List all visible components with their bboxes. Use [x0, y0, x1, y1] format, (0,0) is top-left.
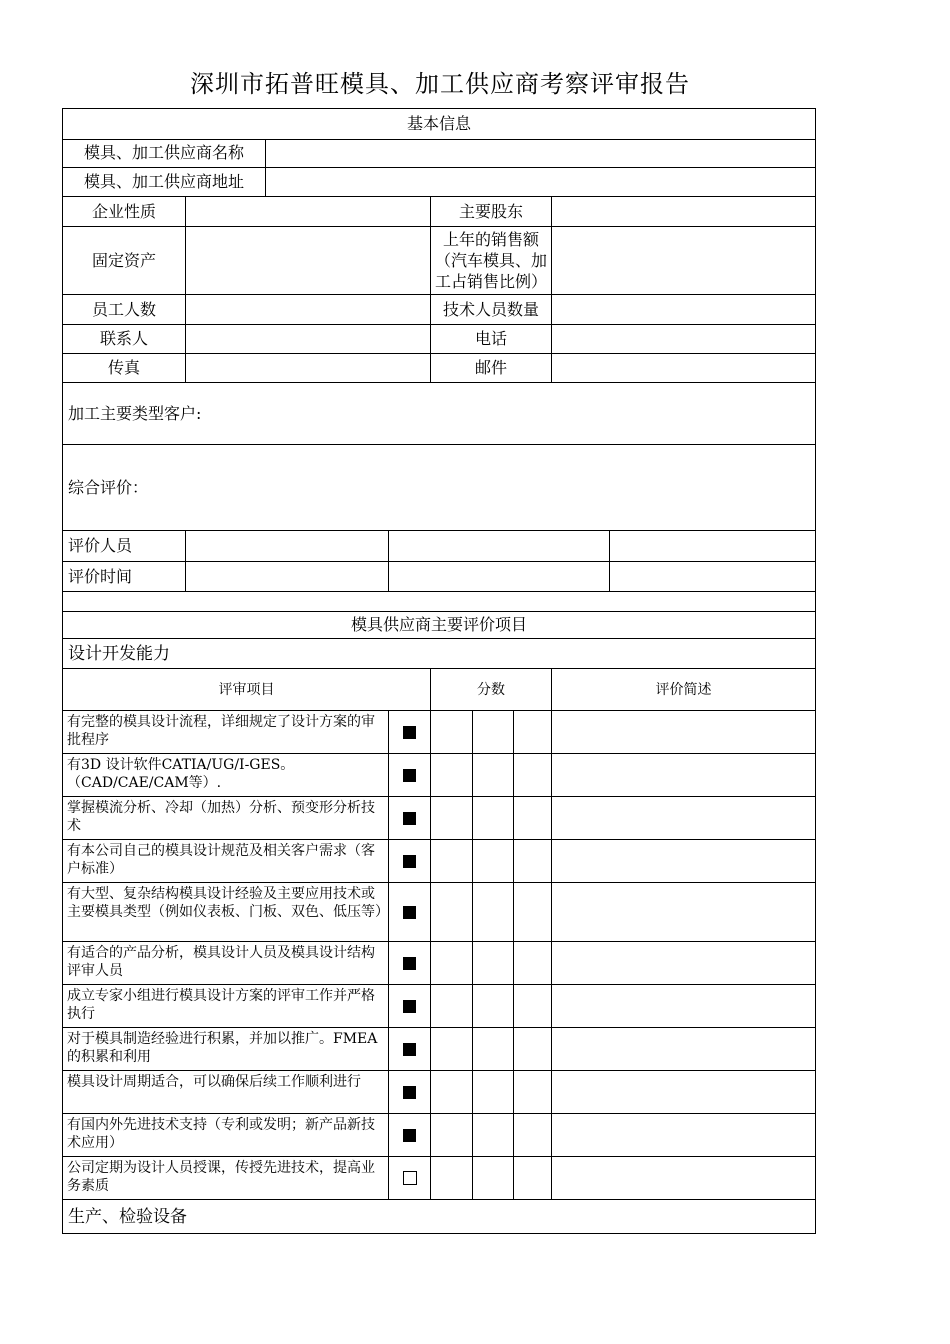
- description-cell[interactable]: [552, 1157, 815, 1199]
- review-item-row: [62, 797, 816, 840]
- score-cell-2[interactable]: [473, 1071, 514, 1113]
- score-cell-2[interactable]: [473, 1114, 514, 1156]
- evaluator-value-3[interactable]: [610, 531, 815, 561]
- checkbox-cell: [389, 840, 431, 882]
- score-cell-2[interactable]: [473, 1028, 514, 1070]
- checkbox-checked[interactable]: [403, 1129, 416, 1142]
- checkbox-unchecked[interactable]: [403, 1171, 417, 1185]
- employees-value[interactable]: [186, 295, 431, 324]
- checkbox-checked[interactable]: [403, 957, 416, 970]
- checkbox-cell: [389, 1028, 431, 1070]
- supplier-address-value[interactable]: [266, 168, 815, 196]
- description-cell[interactable]: [552, 942, 815, 984]
- score-header: 分数: [431, 669, 552, 710]
- review-item-text: 掌握模流分析、冷却（加热）分析、预变形分析技术: [63, 797, 389, 839]
- score-cell-1[interactable]: [431, 1157, 473, 1199]
- last-year-sales-value[interactable]: [552, 227, 815, 294]
- score-cell-1[interactable]: [431, 754, 473, 796]
- review-item-text: 有国内外先进技术支持（专利或发明；新产品新技术应用）: [63, 1114, 389, 1156]
- score-cell-3[interactable]: [514, 883, 552, 941]
- review-item-text: 对于模具制造经验进行积累，并加以推广。FMEA的积累和利用: [63, 1028, 389, 1070]
- tech-staff-label: 技术人员数量: [431, 295, 552, 324]
- review-item-text: 公司定期为设计人员授课，传授先进技术，提高业务素质: [63, 1157, 389, 1199]
- checkbox-checked[interactable]: [403, 1000, 416, 1013]
- phone-value[interactable]: [552, 325, 815, 353]
- contact-label: 联系人: [63, 325, 186, 353]
- description-cell[interactable]: [552, 1028, 815, 1070]
- main-customers-row: [62, 383, 816, 445]
- fixed-assets-value[interactable]: [186, 227, 431, 294]
- checkbox-cell: [389, 797, 431, 839]
- main-customers-label: 加工主要类型客户:: [68, 403, 202, 423]
- score-cell-1[interactable]: [431, 883, 473, 941]
- design-section-label: 设计开发能力: [68, 643, 170, 664]
- checkbox-cell: [389, 1114, 431, 1156]
- design-section-row: [62, 639, 816, 669]
- score-cell-3[interactable]: [514, 1071, 552, 1113]
- score-cell-1[interactable]: [431, 1028, 473, 1070]
- score-cell-1[interactable]: [431, 797, 473, 839]
- evaluator-row: [62, 531, 816, 562]
- evaluator-label: 评价人员: [63, 531, 186, 561]
- overall-eval-row: [62, 445, 816, 531]
- review-item-text: 有3D 设计软件CATIA/UG/I-GES。（CAD/CAE/CAM等）.: [63, 754, 389, 796]
- score-cell-3[interactable]: [514, 711, 552, 753]
- evaluator-value-2[interactable]: [389, 531, 610, 561]
- review-item-row: [62, 1157, 816, 1200]
- supplier-name-label: 模具、加工供应商名称: [63, 139, 266, 167]
- description-cell[interactable]: [552, 840, 815, 882]
- checkbox-checked[interactable]: [403, 1043, 416, 1056]
- score-cell-3[interactable]: [514, 1157, 552, 1199]
- score-cell-3[interactable]: [514, 1114, 552, 1156]
- tech-staff-value[interactable]: [552, 295, 815, 324]
- review-item-text: 有本公司自己的模具设计规范及相关客户需求（客户标准）: [63, 840, 389, 882]
- score-cell-1[interactable]: [431, 1114, 473, 1156]
- main-shareholder-value[interactable]: [552, 197, 815, 226]
- description-cell[interactable]: [552, 985, 815, 1027]
- overall-eval-label: 综合评价：: [68, 477, 149, 497]
- basic-info-header: 基本信息: [406, 114, 471, 133]
- main-items-header-row: [62, 612, 816, 639]
- fax-value[interactable]: [186, 354, 431, 382]
- evaluator-value-1[interactable]: [186, 531, 389, 561]
- review-item-text: 有适合的产品分析，模具设计人员及模具设计结构评审人员: [63, 942, 389, 984]
- basic-info-header-row: [62, 108, 816, 140]
- review-item-row: [62, 985, 816, 1028]
- score-cell-2[interactable]: [473, 883, 514, 941]
- score-cell-3[interactable]: [514, 1028, 552, 1070]
- score-cell-1[interactable]: [431, 840, 473, 882]
- checkbox-cell: [389, 754, 431, 796]
- description-cell[interactable]: [552, 797, 815, 839]
- review-item-row: [62, 711, 816, 754]
- checkbox-checked[interactable]: [403, 812, 416, 825]
- last-year-sales-label: 上年的销售额（汽车模具、加工占销售比例）: [431, 227, 552, 294]
- checkbox-cell: [389, 883, 431, 941]
- review-item-text: 有大型、复杂结构模具设计经验及主要应用技术或主要模具类型（例如仪表板、门板、双色、低压等）: [63, 883, 389, 941]
- fax-label: 传真: [63, 354, 186, 382]
- score-cell-1[interactable]: [431, 711, 473, 753]
- description-cell[interactable]: [552, 1114, 815, 1156]
- fixed-assets-label: 固定资产: [63, 227, 186, 294]
- score-cell-2[interactable]: [473, 985, 514, 1027]
- review-item-row: [62, 942, 816, 985]
- main-shareholder-label: 主要股东: [431, 197, 552, 226]
- review-item-text: 有完整的模具设计流程，详细规定了设计方案的审批程序: [63, 711, 389, 753]
- score-cell-2[interactable]: [473, 840, 514, 882]
- employees-row: [62, 295, 816, 325]
- company-type-value[interactable]: [186, 197, 431, 226]
- description-cell[interactable]: [552, 1071, 815, 1113]
- contact-row: [62, 325, 816, 354]
- checkbox-checked[interactable]: [403, 726, 416, 739]
- score-cell-2[interactable]: [473, 942, 514, 984]
- score-cell-3[interactable]: [514, 942, 552, 984]
- score-cell-3[interactable]: [514, 797, 552, 839]
- checkbox-checked[interactable]: [403, 906, 416, 919]
- supplier-name-value[interactable]: [266, 139, 815, 167]
- description-cell[interactable]: [552, 883, 815, 941]
- production-section-label: 生产、检验设备: [68, 1206, 187, 1227]
- eval-time-value-1[interactable]: [186, 562, 389, 591]
- production-section-row: [62, 1200, 816, 1234]
- checkbox-checked[interactable]: [403, 1086, 416, 1099]
- fixed-assets-row: [62, 227, 816, 295]
- review-item-row: [62, 1071, 816, 1114]
- review-item-header: 评审项目: [63, 669, 431, 710]
- review-item-row: [62, 754, 816, 797]
- supplier-name-row: [62, 139, 816, 168]
- checkbox-cell: [389, 711, 431, 753]
- checkbox-cell: [389, 1157, 431, 1199]
- column-header-row: [62, 669, 816, 711]
- spacer-row: [62, 592, 816, 612]
- review-item-text: 成立专家小组进行模具设计方案的评审工作并严格执行: [63, 985, 389, 1027]
- description-header: 评价简述: [655, 681, 712, 698]
- description-cell[interactable]: [552, 711, 815, 753]
- company-type-label: 企业性质: [63, 197, 186, 226]
- supplier-address-row: [62, 168, 816, 197]
- review-item-row: [62, 840, 816, 883]
- score-cell-1[interactable]: [431, 1071, 473, 1113]
- score-cell-2[interactable]: [473, 797, 514, 839]
- description-cell[interactable]: [552, 754, 815, 796]
- checkbox-checked[interactable]: [403, 855, 416, 868]
- report-title: 深圳市拓普旺模具、加工供应商考察评审报告: [190, 70, 690, 98]
- fax-row: [62, 354, 816, 383]
- eval-time-row: [62, 562, 816, 592]
- score-cell-3[interactable]: [514, 985, 552, 1027]
- contact-value[interactable]: [186, 325, 431, 353]
- score-cell-2[interactable]: [473, 1157, 514, 1199]
- score-cell-1[interactable]: [431, 942, 473, 984]
- main-items-header: 模具供应商主要评价项目: [350, 615, 527, 634]
- company-type-row: [62, 197, 816, 227]
- checkbox-cell: [389, 985, 431, 1027]
- score-cell-3[interactable]: [514, 840, 552, 882]
- checkbox-cell: [389, 1071, 431, 1113]
- email-label: 邮件: [431, 354, 552, 382]
- review-item-text: 模具设计周期适合，可以确保后续工作顺利进行: [63, 1071, 389, 1113]
- checkbox-cell: [389, 942, 431, 984]
- score-cell-3[interactable]: [514, 754, 552, 796]
- review-item-row: [62, 1114, 816, 1157]
- employees-label: 员工人数: [63, 295, 186, 324]
- review-item-row: [62, 1028, 816, 1071]
- eval-time-value-3[interactable]: [610, 562, 815, 591]
- review-item-row: [62, 883, 816, 942]
- score-cell-2[interactable]: [473, 754, 514, 796]
- eval-time-value-2[interactable]: [389, 562, 610, 591]
- eval-time-label: 评价时间: [63, 562, 186, 591]
- checkbox-checked[interactable]: [403, 769, 416, 782]
- email-value[interactable]: [552, 354, 815, 382]
- supplier-address-label: 模具、加工供应商地址: [63, 168, 266, 196]
- phone-label: 电话: [431, 325, 552, 353]
- score-cell-2[interactable]: [473, 711, 514, 753]
- score-cell-1[interactable]: [431, 985, 473, 1027]
